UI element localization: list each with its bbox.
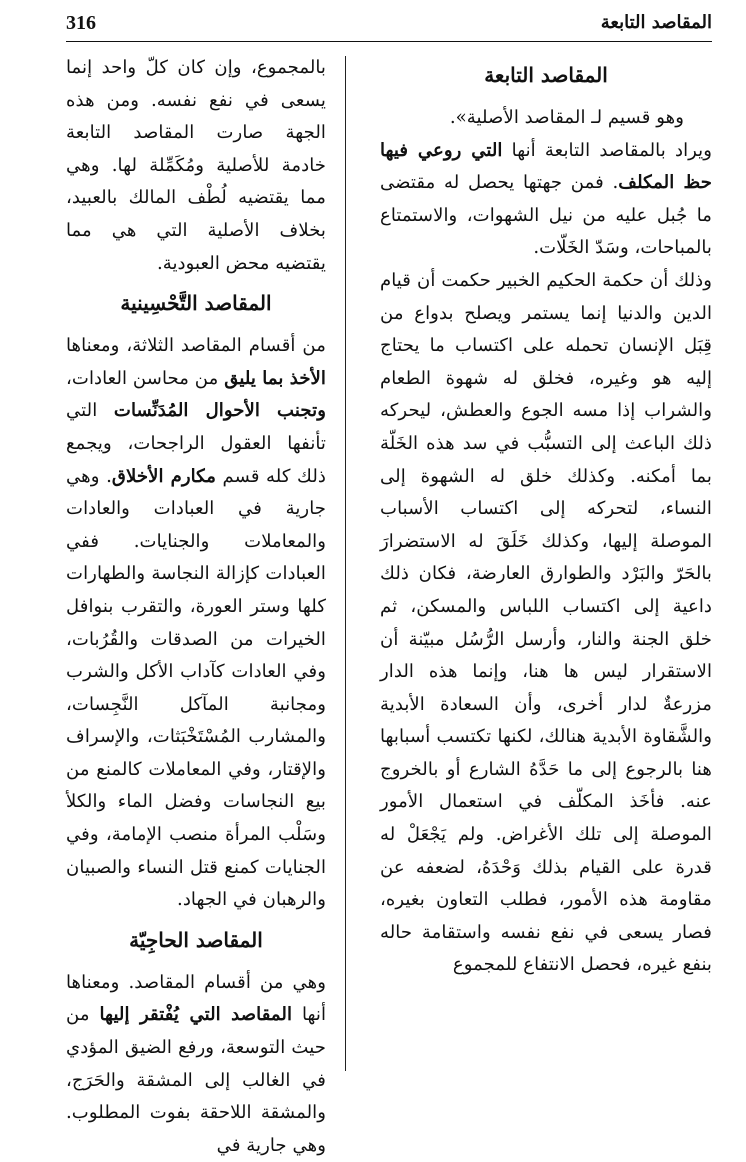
- header-rule: [66, 41, 712, 42]
- page-number: 316: [66, 12, 96, 34]
- running-title: المقاصد التابعة: [600, 12, 712, 33]
- bold-definition: الأخذ بما يليق: [224, 367, 326, 389]
- page-header: [66, 8, 712, 40]
- left-column: [66, 52, 326, 1156]
- bold-definition: مكارم الأخلاق: [111, 465, 216, 487]
- paragraph-text: ويراد بالمقاصد التابعة أنها: [502, 139, 712, 161]
- paragraph-text: . فمن جهتها يحصل له مقتضى ما جُبل عليه من نيل الشهوات، والاستمتاع بالمباحات، وسَدّ الخَلّات.: [380, 172, 712, 259]
- bold-definition: المقاصد التي يُفْتقر إليها: [99, 1004, 293, 1026]
- right-column: [380, 52, 712, 1072]
- paragraph: [380, 102, 712, 135]
- paragraph-text: وهي من أقسام المقاصد. ومعناها أنها: [66, 971, 326, 1026]
- column-divider: [345, 56, 346, 1071]
- paragraph: [66, 330, 326, 917]
- paragraph-text: . وهي جارية في العبادات والعادات والمعاملات والجنايات. ففي العبادات كإزالة النجاسة والطهارات كلها وستر العورة، والتقرب بنوافل الخيرات من الصدقات والقُرُبات، وفي العادات كآداب الأكل والشرب ومجانبة المآكل النَّجِسات، والمشارب المُسْتَخْبَثات، والإسراف والإقتار، وفي المعاملات كالمنع من بيع النجاسات وفضل الماء والكلأ وسَلْب المرأة منصب الإمامة، وفي الجنايات كمنع قتل النساء والصبيان والرهبان في الجهاد.: [66, 465, 326, 911]
- paragraph-text: من أقسام المقاصد الثلاثة، ومعناها: [66, 335, 326, 357]
- paragraph: [66, 52, 326, 280]
- paragraph-text: بالمجموع، وإن كان كلّ واحد إنما يسعى في نفع نفسه. ومن هذه الجهة صارت المقاصد التابعة خادمة للأصلية ومُكَمِّلة لها. وهي مما يقتضيه لُطْف المالك بالعبيد، بخلاف الأصلية التي هي مما يقتضيه محض العبودية.: [66, 57, 326, 274]
- paragraph-text: التي تأنفها العقول الراجحات، ويجمع ذلك كله قسم: [66, 400, 326, 487]
- bold-definition: التي روعي فيها حظ المكلف: [380, 139, 712, 194]
- paragraph: [380, 135, 712, 265]
- paragraph-text: من محاسن العادات،: [66, 367, 225, 389]
- section-title-tahsiniya: المقاصد التَّحْسِينية: [120, 291, 272, 316]
- section-title-tabia: المقاصد التابعة: [484, 63, 608, 87]
- paragraph-text: من حيث التوسعة، ورفع الضيق المؤدي في الغالب إلى المشقة والحَرَج، والمشقة اللاحقة بفوت المطلوب. وهي جارية في: [66, 1004, 326, 1156]
- paragraph: [380, 265, 712, 982]
- paragraph-text: وهو قسيم لـ المقاصد الأصلية».: [449, 107, 684, 128]
- bold-definition: وتجنب الأحوال المُدَنِّسات: [113, 400, 326, 422]
- paragraph-text: وذلك أن حكمة الحكيم الخبير حكمت أن قيام الدين والدنيا إنما يستمر ويصلح بدواع من قِبَل الإنسان تحمله على اكتساب ما يحتاج إليه هو وغيره، فخلق له شهوة الطعام والشراب إذا مسه الجوع والعطش، ليحركه ذلك الباعث إلى التسبُّب في سد هذه الخَلّة بما أمكنه. وكذلك خلق له الشهوة إلى النساء، لتحركه إلى اكتساب الأسباب الموصلة إليها، وكذلك خَلَقَ له الاستضرارَ بالحَرّ والبَرْد والطوارق العارضة، فكان ذلك داعية إلى اكتساب اللباس والمسكن، ثم خلق الجنة والنار، وأرسل الرُّسُل مبيّنة أن الاستقرار ليس ها هنا، وإنما هذه الدار مزرعةٌ لدار أخرى، وأن السعادة الأبدية والشَّقاوة الأبدية هنالك، لكنها تكتسب أسبابها هنا بالرجوع إلى ما حَدَّهُ الشارع أو بالخروج عنه. فأخَذ المكلّف في استعمال الأمور الموصلة إلى تلك الأغراض. ولم يَجْعَلْ له قدرة على القيام بذلك وَحْدَهُ، لضعفه عن مقاومة هذه الأمور، فطلب التعاون بغيره، فصار يسعى في نفع نفسه واستقامة حاله بنفع غيره، فحصل الانتفاع للمجموع: [380, 269, 712, 976]
- paragraph: [66, 967, 326, 1162]
- section-title-hajiya: المقاصد الحاجِيّة: [129, 927, 263, 952]
